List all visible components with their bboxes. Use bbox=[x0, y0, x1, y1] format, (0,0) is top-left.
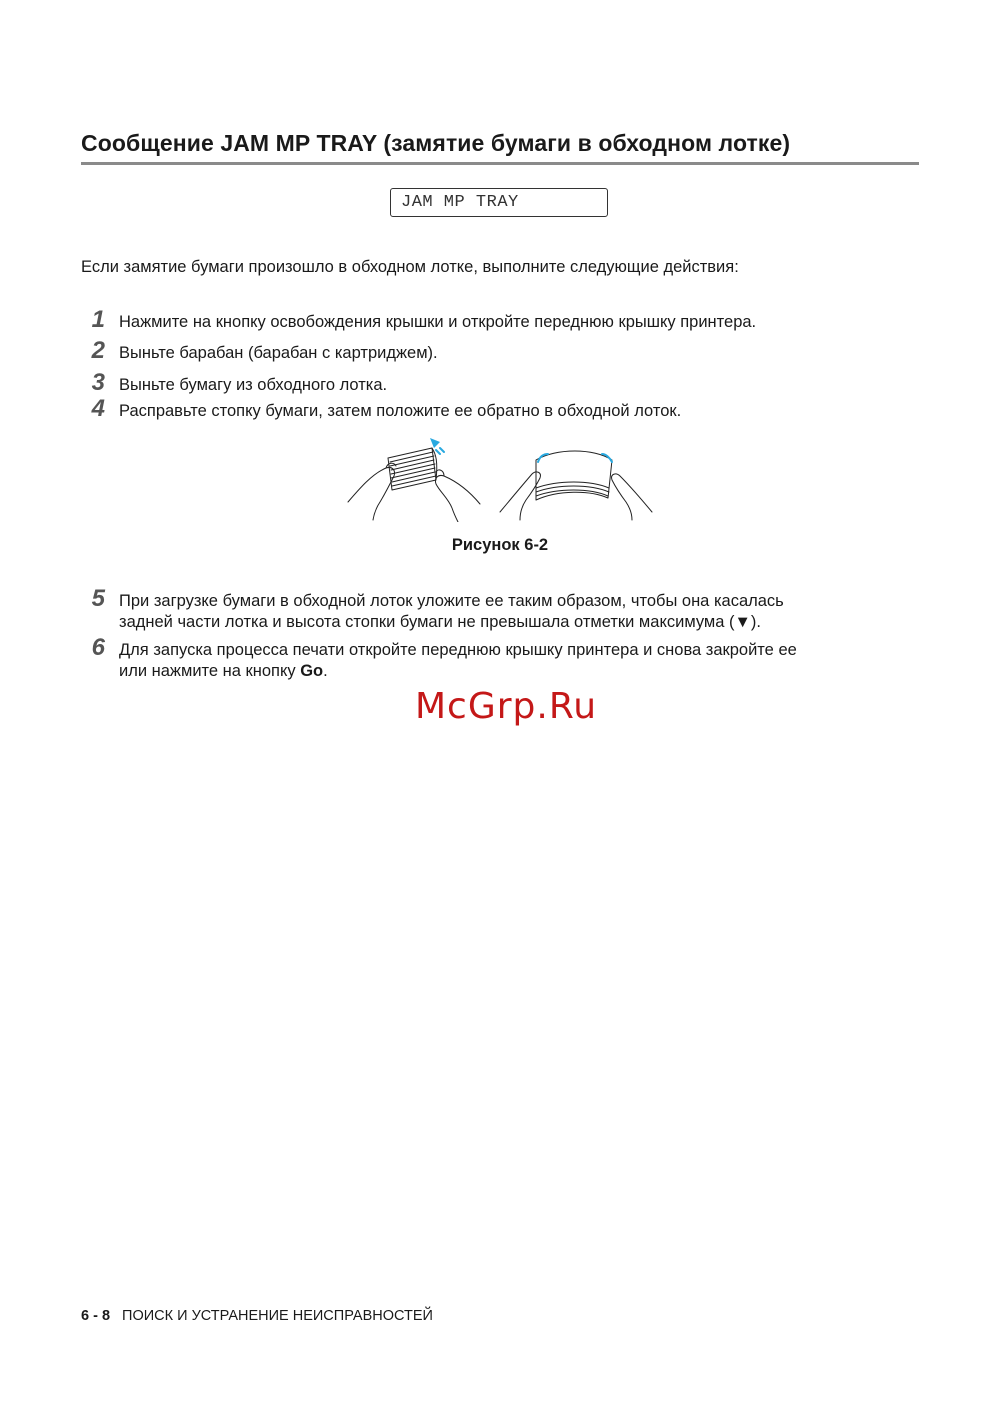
step-text: Нажмите на кнопку освобождения крышки и откройте переднюю крышку принтера. bbox=[119, 313, 757, 331]
step-text-line: Для запуска процесса печати откройте переднюю крышку принтера и снова закройте ее bbox=[119, 641, 797, 659]
paper-fanning-illustration bbox=[340, 432, 660, 522]
step-number: 5 bbox=[91, 585, 105, 612]
step-text-line: задней части лотка и высота стопки бумаги не превышала отметки максимума (▼). bbox=[119, 613, 761, 631]
footer-section-title: ПОИСК И УСТРАНЕНИЕ НЕИСПРАВНОСТЕЙ bbox=[122, 1308, 433, 1324]
step-text-line: При загрузке бумаги в обходной лоток уложите ее таким образом, чтобы она касалась bbox=[119, 592, 784, 610]
go-button-label: Go bbox=[300, 662, 324, 680]
step-text: Выньте бумагу из обходного лотка. bbox=[119, 376, 388, 394]
intro-paragraph: Если замятие бумаги произошло в обходном лотке, выполните следующие действия: bbox=[81, 258, 739, 276]
step-text bbox=[119, 640, 797, 682]
watermark: McGrp.Ru bbox=[414, 686, 598, 727]
step-number: 1 bbox=[91, 306, 105, 333]
step-text-line-end: . bbox=[323, 662, 328, 680]
step-number: 6 bbox=[91, 634, 105, 661]
lcd-message-display: JAM MP TRAY bbox=[390, 188, 608, 217]
section-heading: Сообщение JAM MP TRAY (замятие бумаги в обходном лотке) bbox=[81, 130, 919, 165]
page-number: 6 - 8 bbox=[81, 1308, 111, 1324]
step-text-line-start: или нажмите на кнопку bbox=[119, 662, 301, 680]
page-footer bbox=[81, 1308, 433, 1324]
step-number: 3 bbox=[91, 369, 105, 396]
step-text: Расправьте стопку бумаги, затем положите ее обратно в обходной лоток. bbox=[119, 402, 682, 420]
step-text: Выньте барабан (барабан с картриджем). bbox=[119, 344, 438, 362]
figure-caption: Рисунок 6-2 bbox=[451, 536, 549, 554]
step-number: 4 bbox=[91, 395, 105, 422]
step-text bbox=[119, 591, 784, 633]
step-number: 2 bbox=[91, 337, 105, 364]
